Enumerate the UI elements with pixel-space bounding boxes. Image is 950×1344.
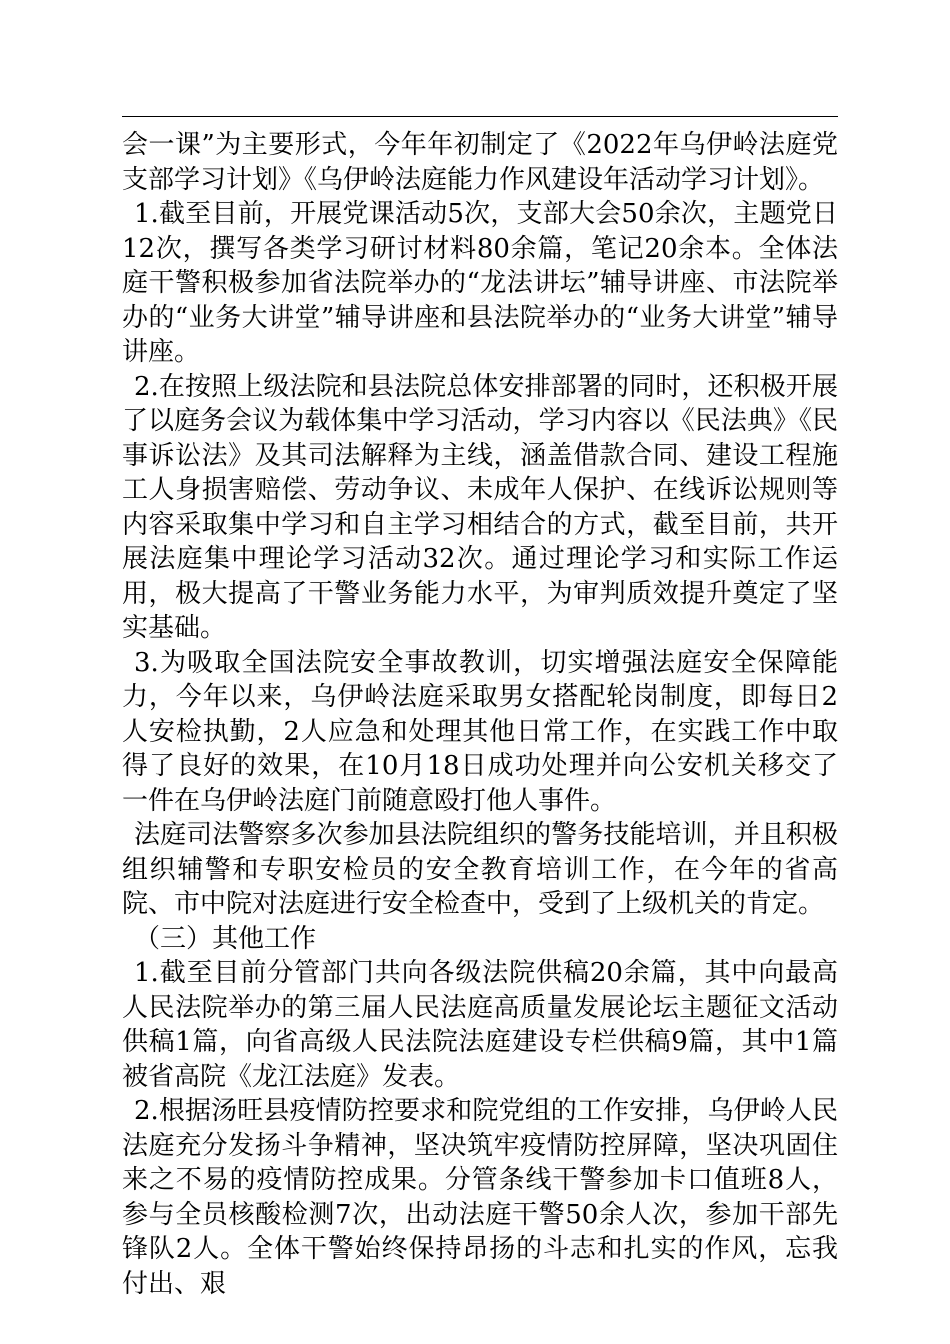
paragraph-other-item-1: 1.截至目前分管部门共向各级法院供稿20余篇，其中向最高人民法院举办的第三届人民法庭高质量发展论坛主题征文活动供稿1篇，向省高级人民法院法庭建设专栏供稿9篇，其中1篇被省高院《龙江法庭》发表。 bbox=[122, 958, 838, 1092]
paragraph-continuation: 会一课”为主要形式，今年年初制定了《2022年乌伊岭法庭党支部学习计划》《乌伊岭法庭能力作风建设年活动学习计划》。 bbox=[122, 130, 838, 195]
paragraph-item-1: 1.截至目前，开展党课活动5次，支部大会50余次，主题党日12次，撰写各类学习研讨材料80余篇，笔记20余本。全体法庭干警积极参加省法院举办的“龙法讲坛”辅导讲座、市法院举办的“业务大讲堂”辅导讲座和县法院举办的“业务大讲堂”辅导讲座。 bbox=[122, 199, 838, 367]
document-body bbox=[122, 128, 838, 1301]
paragraph-other-item-2: 2.根据汤旺县疫情防控要求和院党组的工作安排，乌伊岭人民法庭充分发扬斗争精神，坚决筑牢疫情防控屏障，坚决巩固住来之不易的疫情防控成果。分管条线干警参加卡口值班8人，参与全员核酸检测7次，出动法庭干警50余人次，参加干部先锋队2人。全体干警始终保持昂扬的斗志和扎实的作风，忘我付出、艰 bbox=[122, 1096, 838, 1299]
paragraph-security-training: 法庭司法警察多次参加县法院组织的警务技能培训，并且积极组织辅警和专职安检员的安全教育培训工作，在今年的省高院、市中院对法庭进行安全检查中，受到了上级机关的肯定。 bbox=[122, 820, 838, 919]
paragraph-item-2: 2.在按照上级法院和县法院总体安排部署的同时，还积极开展了以庭务会议为载体集中学习活动，学习内容以《民法典》《民事诉讼法》及其司法解释为主线，涵盖借款合同、建设工程施工人身损害赔偿、劳动争议、未成年人保护、在线诉讼规则等内容采取集中学习和自主学习相结合的方式，截至目前，共开展法庭集中理论学习活动32次。通过理论学习和实际工作运用，极大提高了干警业务能力水平，为审判质效提升奠定了坚实基础。 bbox=[122, 371, 838, 643]
section-heading-other-work: （三）其他工作 bbox=[134, 923, 317, 954]
header-rule bbox=[122, 116, 838, 117]
paragraph-item-3: 3.为吸取全国法院安全事故教训，切实增强法庭安全保障能力，今年以来，乌伊岭法庭采取男女搭配轮岗制度，即每日2人安检执勤，2人应急和处理其他日常工作，在实践工作中取得了良好的效果，在10月18日成功处理并向公安机关移交了一件在乌伊岭法庭门前随意殴打他人事件。 bbox=[122, 647, 838, 816]
